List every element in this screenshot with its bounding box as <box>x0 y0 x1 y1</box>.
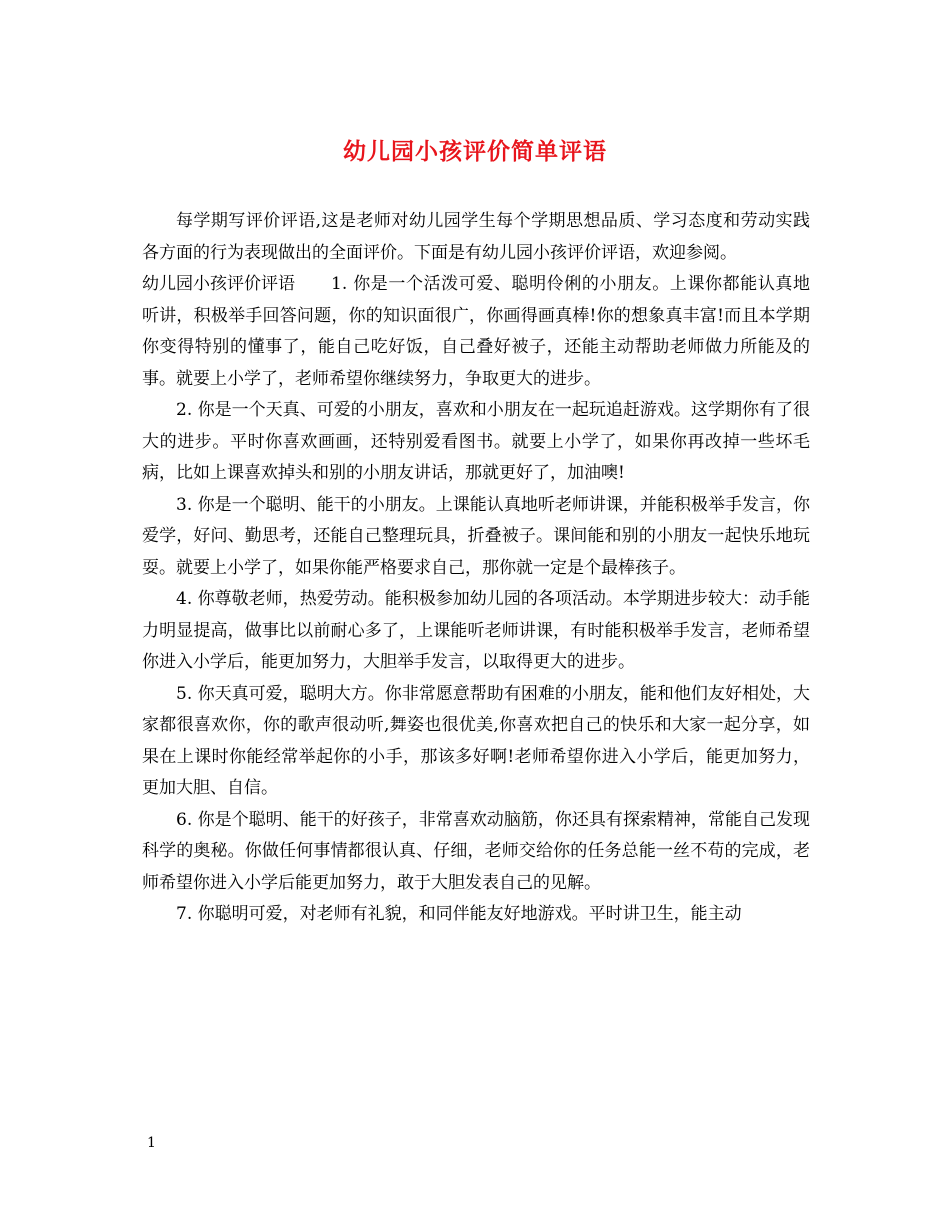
paragraph-item-4: 4. 你尊敬老师，热爱劳动。能积极参加幼儿园的各项活动。本学期进步较大：动手能力明显提高，做事比以前耐心多了，上课能听老师讲课，有时能积极举手发言，老师希望你进入小学后，能更加努力，大胆举手发言，以取得更大的进步。 <box>142 589 810 672</box>
paragraph-item-2: 2. 你是一个天真、可爱的小朋友，喜欢和小朋友在一起玩追赶游戏。这学期你有了很大的进步。平时你喜欢画画，还特别爱看图书。就要上小学了，如果你再改掉一些坏毛病，比如上课喜欢掉头和别的小朋友讲话，那就更好了，加油噢! <box>142 400 810 483</box>
intro-paragraph: 每学期写评价评语,这是老师对幼儿园学生每个学期思想品质、学习态度和劳动实践各方面的行为表现做出的全面评价。下面是有幼儿园小孩评价评语，欢迎参阅。 <box>142 211 810 263</box>
page-number: 1 <box>147 1135 156 1151</box>
paragraph-item-5: 5. 你天真可爱，聪明大方。你非常愿意帮助有困难的小朋友，能和他们友好相处，大家都很喜欢你，你的歌声很动听,舞姿也很优美,你喜欢把自己的快乐和大家一起分享，如果在上课时你能经常举起你的小手，那该多好啊!老师希望你进入小学后，能更加努力，更加大胆、自信。 <box>142 683 810 798</box>
paragraph-item-7: 7. 你聪明可爱，对老师有礼貌，和同伴能友好地游戏。平时讲卫生，能主动 <box>176 904 742 924</box>
section-heading: 幼儿园小孩评价评语 <box>142 274 295 294</box>
document-title: 幼儿园小孩评价简单评语 <box>343 138 607 165</box>
paragraph-item-1 <box>142 269 810 395</box>
paragraph-item-6: 6. 你是个聪明、能干的好孩子，非常喜欢动脑筋，你还具有探索精神，常能自己发现科学的奥秘。你做任何事情都很认真、仔细，老师交给你的任务总能一丝不苟的完成，老师希望你进入小学后能更加努力，敢于大胆发表自己的见解。 <box>142 809 810 893</box>
document-body <box>142 206 810 931</box>
paragraph-item-3: 3. 你是一个聪明、能干的小朋友。上课能认真地听老师讲课，并能积极举手发言，你爱学，好问、勤思考，还能自己整理玩具，折叠被子。课间能和别的小朋友一起快乐地玩耍。就要上小学了，如果你能严格要求自己，那你就一定是个最棒孩子。 <box>142 494 810 578</box>
item-text-1: 1. 你是一个活泼可爱、聪明伶俐的小朋友。上课你都能认真地听讲，积极举手回答问题，你的知识面很广，你画得画真棒!你的想象真丰富!而且本学期你变得特别的懂事了，能自己吃好饭，自己叠好被子，还能主动帮助老师做力所能及的事。就要上小学了，老师希望你继续努力，争取更大的进步。 <box>142 274 810 389</box>
